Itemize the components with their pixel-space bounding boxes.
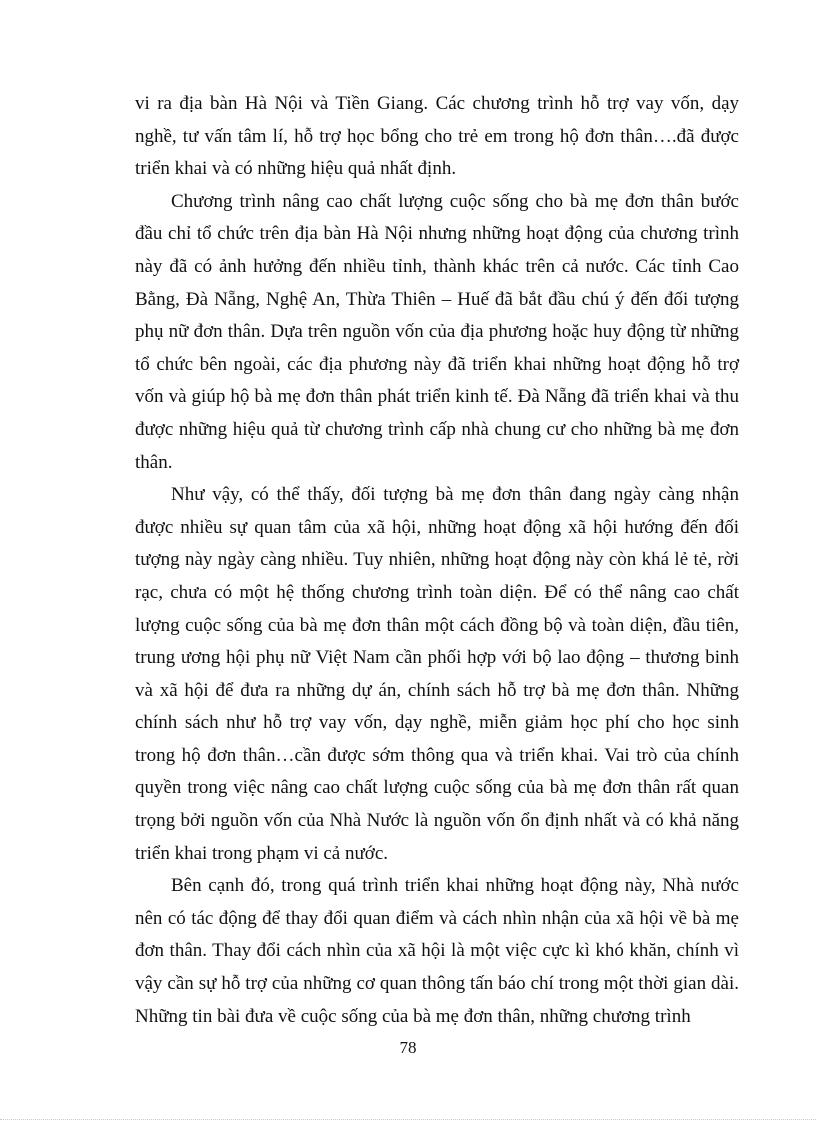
page-number: 78	[399, 1038, 417, 1057]
paragraph-social-attention: Như vậy, có thể thấy, đối tượng bà mẹ đơn thân đang ngày càng nhận được nhiều sự quan tâm của xã hội, những hoạt động xã hội hướng đến đối tượng này ngày càng nhiều. Tuy nhiên, những hoạt động này còn khá lẻ tẻ, rời rạc, chưa có một hệ thống chương trình toàn diện. Để có thể nâng cao chất lượng cuộc sống của bà mẹ đơn thân một cách đồng bộ và toàn diện, đầu tiên, trung ương hội phụ nữ Việt Nam cần phối hợp với bộ lao động – thương binh và xã hội để đưa ra những dự án, chính sách hỗ trợ bà mẹ đơn thân. Những chính sách như hỗ trợ vay vốn, dạy nghề, miễn giảm học phí cho học sinh trong hộ đơn thân…cần được sớm thông qua và triển khai. Vai trò của chính quyền trong việc nâng cao chất lượng cuộc sống của bà mẹ đơn thân rất quan trọng bởi nguồn vốn của Nhà Nước là nguồn vốn ổn định nhất và có khả năng triển khai trong phạm vi cả nước.	[135, 484, 739, 864]
body-text	[135, 88, 739, 1033]
paragraph-changing-perception: Bên cạnh đó, trong quá trình triển khai những hoạt động này, Nhà nước nên có tác động để thay đổi quan điểm và cách nhìn nhận của xã hội về bà mẹ đơn thân. Thay đổi cách nhìn của xã hội là một việc cực kì khó khăn, chính vì vậy cần sự hỗ trợ của những cơ quan thông tấn báo chí trong một thời gian dài. Những tin bài đưa về cuộc sống của bà mẹ đơn thân, những chương trình	[135, 875, 739, 1027]
paragraph-program-impact: Chương trình nâng cao chất lượng cuộc sống cho bà mẹ đơn thân bước đầu chỉ tổ chức trên địa bàn Hà Nội nhưng những hoạt động của chương trình này đã có ảnh hưởng đến nhiều tỉnh, thành khác trên cả nước. Các tỉnh Cao Bằng, Đà Nẵng, Nghệ An, Thừa Thiên – Huế đã bắt đầu chú ý đến đối tượng phụ nữ đơn thân. Dựa trên nguồn vốn của địa phương hoặc huy động từ những tổ chức bên ngoài, các địa phương này đã triển khai những hoạt động hỗ trợ vốn và giúp hộ bà mẹ đơn thân phát triển kinh tế. Đà Nẵng đã triển khai và thu được những hiệu quả từ chương trình cấp nhà chung cư cho những bà mẹ đơn thân.	[135, 190, 739, 473]
paragraph-continuation: vi ra địa bàn Hà Nội và Tiền Giang. Các chương trình hỗ trợ vay vốn, dạy nghề, tư vấn tâm lí, hỗ trợ học bổng cho trẻ em trong hộ đơn thân….đã được triển khai và có những hiệu quả nhất định.	[135, 93, 739, 180]
page-bottom-divider	[0, 1119, 816, 1120]
